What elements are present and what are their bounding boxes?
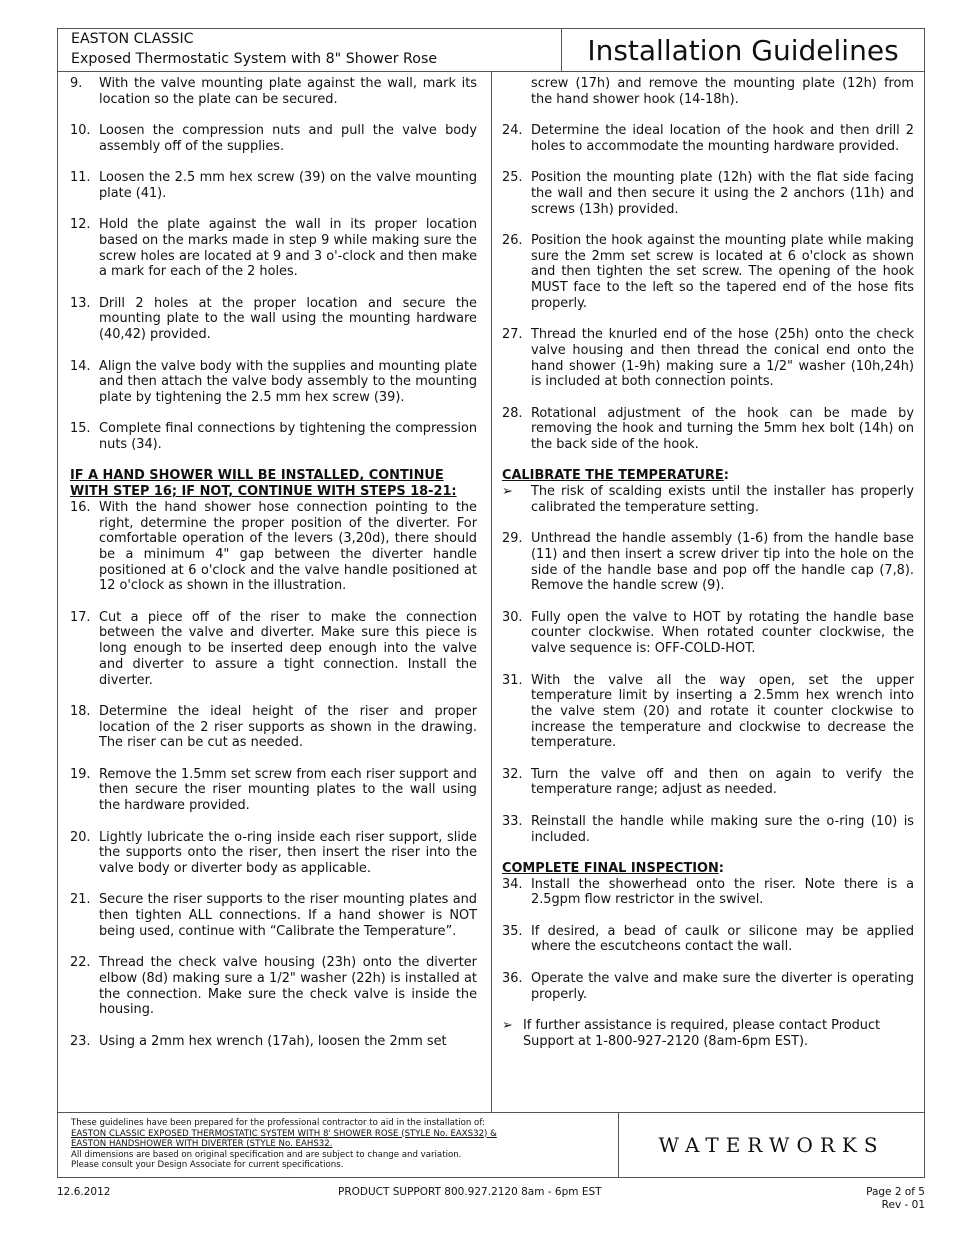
instruction-step [502,673,914,752]
footer-disclaimer [71,1118,611,1171]
footer-line: These guidelines have been prepared for the professional contractor to aid in the installation of: [71,1118,485,1128]
step-text: Hold the plate against the wall in its proper location based on the marks made in step 9 while making sure the screw holes are located at 9 and 3 o'-clock and then make a mark for each of the 2 holes. [99,217,477,280]
product-description: Exposed Thermostatic System with 8" Shower Rose [71,50,438,67]
step-number: 30. [502,609,523,625]
step-number: 14. [70,358,91,374]
document-date: 12.6.2012 [57,1186,111,1198]
step-number: 23. [70,1033,91,1049]
step-text: If desired, a bead of caulk or silicone may be applied where the escutcheons contact the wall. [531,923,914,955]
step-text: Cut a piece off of the riser to make the connection between the valve and diverter. Make sure this piece is long enough to be inserted deep enough into the valve and diverter to assure a tight connection. Install the diverter. [99,609,477,688]
step-text: With the valve mounting plate against the wall, mark its location so the plate can be secured. [99,76,477,107]
arrow-bullet-icon: ➢ [502,484,513,500]
step-text: Loosen the 2.5 mm hex screw (39) on the valve mounting plate (41). [99,170,477,201]
step-text: Determine the ideal location of the hook and then drill 2 holes to accommodate the mounting hardware provided. [531,123,914,154]
calibrate-note-text: The risk of scalding exists until the installer has properly calibrated the temperature setting. [531,484,914,515]
inspection-heading [502,861,914,877]
step-number: 12. [70,217,91,233]
step-text: Complete final connections by tightening the compression nuts (34). [99,421,477,453]
instruction-step [502,767,914,798]
instruction-step [70,500,477,594]
instruction-step [502,877,914,908]
footer-line: Please consult your Design Associate for current specifications. [71,1160,344,1170]
step-text: Operate the valve and make sure the diverter is operating properly. [531,970,914,1002]
step-number: 21. [70,892,91,908]
step-text: Secure the riser supports to the riser mounting plates and then tighten ALL connections. If a hand shower is NOT being used, continue with “Calibrate the Temperature”. [99,892,477,939]
product-header [58,29,562,71]
step-number: 22. [70,955,91,971]
instruction-step [70,892,477,939]
instruction-step [502,814,914,845]
instruction-step [502,327,914,390]
step-number: 34. [502,876,523,892]
step-text: Position the mounting plate (12h) with the flat side facing the wall and then secure it using the 2 anchors (11h) and screws (13h) provided. [531,170,914,217]
footer-product-line: EASTON CLASSIC EXPOSED THERMOSTATIC SYSTEM WITH 8' SHOWER ROSE (STYLE No. EAXS32) & [71,1128,497,1139]
product-name: EASTON CLASSIC [71,31,194,47]
instruction-step [70,170,477,201]
arrow-bullet-icon: ➢ [502,1017,513,1033]
left-column [70,76,477,1065]
support-note-text: If further assistance is required, please contact Product Support at 1-800-927-2120 (8am-6pm EST). [523,1017,881,1049]
step-text: Position the hook against the mounting plate while making sure the 2mm set screw is located at 6 o'clock as shown and then tighten the set screw. The opening of the hook MUST face to the left so the tapered end of the hose fits properly. [531,232,914,311]
step-number: 32. [502,766,523,782]
instruction-step [502,531,914,594]
instruction-step [502,406,914,453]
step-number: 27. [502,327,523,343]
step-number: 9. [70,76,83,91]
step-number: 31. [502,672,523,688]
step-number: 36. [502,970,523,986]
right-column [502,76,914,1065]
step-text: Drill 2 holes at the proper location and secure the mounting plate to the wall using the mounting hardware (40,42) provided. [99,295,477,343]
instruction-step [70,767,477,814]
instruction-step [70,1034,477,1050]
step-number: 15. [70,421,91,437]
page-info [866,1186,925,1212]
instruction-step [502,170,914,217]
instruction-step [502,610,914,657]
step-text: Determine the ideal height of the riser and proper location of the 2 riser supports as shown in the drawing. The riser can be cut as needed. [99,703,477,751]
step-text: Unthread the handle assembly (1-6) from the handle base (11) and then insert a screw driver tip into the hole on the side of the handle base and pop off the handle cap (7,8). Remove the handle screw (9). [531,531,914,594]
step-text: Install the showerhead onto the riser. Note there is a 2.5gpm flow restrictor in the swivel. [531,876,914,908]
instruction-step [70,217,477,280]
step-number: 28. [502,405,523,421]
step-text: With the hand shower hose connection pointing to the right, determine the proper position of the diverter. For comfortable operation of the levers (3,20d), there should be a minimum 4" gap between the diverter handle positioned at 6 o'clock and the valve handle positioned at 12 o'clock as shown in the illustration. [99,499,477,594]
hand-shower-heading: IF A HAND SHOWER WILL BE INSTALLED, CONTINUE WITH STEP 16; IF NOT, CONTINUE WITH STEPS 18-21: [70,468,457,500]
step-number: 17. [70,609,91,625]
revision: Rev - 01 [881,1199,925,1211]
footer-product-line: EASTON HANDSHOWER WITH DIVERTER (STYLE No. EAHS32. [71,1139,333,1149]
step-number: 35. [502,923,523,939]
instruction-step [502,123,914,154]
step-text: Thread the check valve housing (23h) onto the diverter elbow (8d) making sure a 1/2" washer (22h) is installed at the connection. Make sure the check valve is inside the housing. [99,955,477,1018]
step-number: 18. [70,703,91,719]
step-number: 19. [70,766,91,782]
step-number: 33. [502,813,523,829]
instruction-step [502,233,914,312]
step-text: Remove the 1.5mm set screw from each riser support and then secure the riser mounting plates to the wall using the hardware provided. [99,766,477,814]
page-title: Installation Guidelines [587,33,899,67]
calibrate-heading [502,468,914,484]
step-number: 26. [502,232,523,248]
step-continuation: screw (17h) and remove the mounting plate (12h) from the hand shower hook (14-18h). [531,76,914,107]
instruction-step [70,704,477,751]
instruction-step [70,955,477,1018]
instruction-step [70,123,477,154]
step-text: Lightly lubricate the o-ring inside each riser support, slide the supports onto the riser, then insert the riser into the valve body or diverter body as applicable. [99,829,477,876]
step-text: Rotational adjustment of the hook can be made by removing the hook and turning the 5mm hex bolt (14h) on the back side of the hook. [531,405,914,453]
instruction-step [70,296,477,343]
step-number: 11. [70,170,91,186]
step-text: Turn the valve off and then on again to verify the temperature range; adjust as needed. [531,766,914,798]
step-text: Align the valve body with the supplies and mounting plate and then attach the valve body assembly to the mounting plate by tightening the 2.5 mm hex screw (39). [99,358,477,405]
step-text: Reinstall the handle while making sure the o-ring (10) is included. [531,813,914,845]
instruction-step [502,924,914,955]
calibrate-heading-colon: : [723,468,729,484]
step-number: 29. [502,531,523,547]
waterworks-logo: WATERWORKS [658,1132,885,1157]
column-divider [491,72,492,1112]
inspection-heading-text: COMPLETE FINAL INSPECTION [502,860,719,876]
calibrate-heading-text: CALIBRATE THE TEMPERATURE [502,468,724,484]
step-text: Thread the knurled end of the hose (25h) onto the check valve housing and then thread the conical end onto the hand shower (1-9h) making sure a 1/2" washer (10h,24h) is included at both connection points. [531,327,914,390]
instruction-step [502,971,914,1002]
instruction-step [70,610,477,689]
step-text: Using a 2mm hex wrench (17ah), loosen the 2mm set [99,1033,447,1049]
support-note [502,1018,914,1049]
step-number: 16. [70,499,91,515]
step-number: 13. [70,295,91,311]
calibrate-note [502,484,914,515]
instruction-step [70,830,477,877]
step-number: 20. [70,829,91,845]
product-support-line: PRODUCT SUPPORT 800.927.2120 8am - 6pm EST [338,1186,602,1198]
step-text: With the valve all the way open, set the upper temperature limit by inserting a 2.5mm hex wrench into the valve stem (20) and rotate it counter clockwise to increase the temperature and clockwise to decrease the temperature. [531,672,914,751]
step-number: 25. [502,170,523,186]
step-number: 10. [70,123,91,139]
footer-line: All dimensions are based on original specification and are subject to change and variation. [71,1149,462,1160]
instruction-step [70,359,477,406]
step-number: 24. [502,123,523,139]
step-text: Loosen the compression nuts and pull the valve body assembly off of the supplies. [99,123,477,154]
page-number: Page 2 of 5 [866,1186,925,1198]
instruction-step [70,76,477,107]
instruction-step [70,421,477,452]
inspection-heading-colon: : [718,860,724,876]
step-text: Fully open the valve to HOT by rotating the handle base counter clockwise. When rotated counter clockwise, the valve sequence is: OFF-COLD-HOT. [531,609,914,657]
